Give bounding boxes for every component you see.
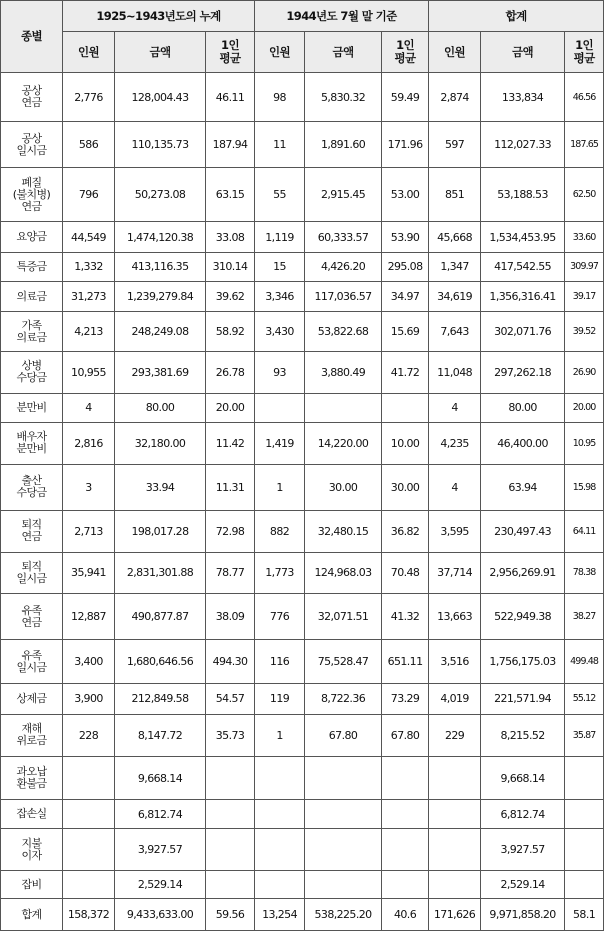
cell-avg bbox=[206, 871, 255, 899]
table-row bbox=[1, 684, 604, 714]
category-cell: 공상 일시금 bbox=[1, 122, 63, 168]
cell-count: 1,773 bbox=[255, 552, 305, 594]
cell-count: 2,713 bbox=[63, 510, 115, 552]
cell-amount: 110,135.73 bbox=[115, 122, 206, 168]
cell-avg: 20.00 bbox=[206, 393, 255, 422]
cell-count: 3,516 bbox=[429, 640, 481, 684]
cell-amount: 32,071.51 bbox=[305, 594, 382, 640]
cell-count: 1,419 bbox=[255, 423, 305, 465]
cell-count: 3,900 bbox=[63, 684, 115, 714]
cell-count: 228 bbox=[63, 714, 115, 757]
category-cell: 의료금 bbox=[1, 281, 63, 311]
category-cell: 가족 의료금 bbox=[1, 312, 63, 352]
category-cell: 분만비 bbox=[1, 393, 63, 422]
cell-count: 597 bbox=[429, 122, 481, 168]
cell-avg: 187.94 bbox=[206, 122, 255, 168]
table-row bbox=[1, 423, 604, 465]
cell-avg: 67.80 bbox=[382, 714, 429, 757]
cell-count: 4,213 bbox=[63, 312, 115, 352]
total-row bbox=[1, 899, 604, 931]
cell-amount: 133,834 bbox=[481, 73, 565, 122]
cell-amount: 8,147.72 bbox=[115, 714, 206, 757]
cell-avg bbox=[565, 800, 604, 829]
cell-count: 13,254 bbox=[255, 899, 305, 931]
cell-amount: 67.80 bbox=[305, 714, 382, 757]
table-row bbox=[1, 800, 604, 829]
cell-avg: 53.00 bbox=[382, 168, 429, 222]
cell-avg: 36.82 bbox=[382, 510, 429, 552]
cell-avg: 10.95 bbox=[565, 423, 604, 465]
subheader-avg: 1인 평균 bbox=[382, 32, 429, 73]
cell-avg: 55.12 bbox=[565, 684, 604, 714]
cell-count bbox=[63, 757, 115, 800]
cell-amount: 3,927.57 bbox=[115, 829, 206, 871]
cell-avg: 38.27 bbox=[565, 594, 604, 640]
category-cell: 유족 연금 bbox=[1, 594, 63, 640]
cell-avg: 63.15 bbox=[206, 168, 255, 222]
cell-avg bbox=[206, 757, 255, 800]
cell-count: 851 bbox=[429, 168, 481, 222]
cell-amount: 248,249.08 bbox=[115, 312, 206, 352]
cell-count: 3,595 bbox=[429, 510, 481, 552]
cell-amount: 30.00 bbox=[305, 464, 382, 510]
table-row bbox=[1, 552, 604, 594]
subheader-count: 인원 bbox=[255, 32, 305, 73]
cell-count: 3,346 bbox=[255, 281, 305, 311]
cell-amount: 413,116.35 bbox=[115, 252, 206, 281]
cell-count: 34,619 bbox=[429, 281, 481, 311]
cell-count: 11 bbox=[255, 122, 305, 168]
cell-amount: 3,880.49 bbox=[305, 351, 382, 393]
cell-amount: 417,542.55 bbox=[481, 252, 565, 281]
category-cell: 퇴직 연금 bbox=[1, 510, 63, 552]
cell-amount: 32,180.00 bbox=[115, 423, 206, 465]
cell-amount: 60,333.57 bbox=[305, 222, 382, 252]
cell-count bbox=[429, 829, 481, 871]
table-row bbox=[1, 312, 604, 352]
cell-amount: 1,756,175.03 bbox=[481, 640, 565, 684]
cell-count: 44,549 bbox=[63, 222, 115, 252]
cell-count: 4,235 bbox=[429, 423, 481, 465]
cell-avg: 70.48 bbox=[382, 552, 429, 594]
category-header: 종별 bbox=[1, 1, 63, 73]
cell-amount: 1,680,646.56 bbox=[115, 640, 206, 684]
category-cell: 특증금 bbox=[1, 252, 63, 281]
table-row bbox=[1, 871, 604, 899]
cell-count: 2,874 bbox=[429, 73, 481, 122]
cell-amount: 9,668.14 bbox=[115, 757, 206, 800]
cell-avg: 39.52 bbox=[565, 312, 604, 352]
table-row bbox=[1, 351, 604, 393]
table-row bbox=[1, 122, 604, 168]
cell-count: 1 bbox=[255, 464, 305, 510]
cell-avg: 54.57 bbox=[206, 684, 255, 714]
table-body bbox=[1, 73, 604, 931]
table-row bbox=[1, 252, 604, 281]
category-cell: 공상 연금 bbox=[1, 73, 63, 122]
cell-count: 116 bbox=[255, 640, 305, 684]
cell-avg: 11.31 bbox=[206, 464, 255, 510]
cell-count: 4 bbox=[63, 393, 115, 422]
cell-avg: 62.50 bbox=[565, 168, 604, 222]
cell-count: 3 bbox=[63, 464, 115, 510]
group-header-1944: 1944년도 7월 말 기준 bbox=[255, 1, 429, 32]
subheader-amount: 금액 bbox=[115, 32, 206, 73]
cell-avg: 30.00 bbox=[382, 464, 429, 510]
cell-amount: 5,830.32 bbox=[305, 73, 382, 122]
cell-amount: 112,027.33 bbox=[481, 122, 565, 168]
cell-amount: 124,968.03 bbox=[305, 552, 382, 594]
cell-amount: 46,400.00 bbox=[481, 423, 565, 465]
cell-count: 4 bbox=[429, 464, 481, 510]
cell-count: 882 bbox=[255, 510, 305, 552]
cell-count: 2,816 bbox=[63, 423, 115, 465]
category-cell: 유족 일시금 bbox=[1, 640, 63, 684]
cell-count: 98 bbox=[255, 73, 305, 122]
cell-amount: 32,480.15 bbox=[305, 510, 382, 552]
cell-avg: 59.49 bbox=[382, 73, 429, 122]
cell-count: 13,663 bbox=[429, 594, 481, 640]
table-row bbox=[1, 73, 604, 122]
cell-avg: 41.72 bbox=[382, 351, 429, 393]
cell-amount: 14,220.00 bbox=[305, 423, 382, 465]
cell-amount: 2,831,301.88 bbox=[115, 552, 206, 594]
cell-amount: 53,822.68 bbox=[305, 312, 382, 352]
cell-amount bbox=[305, 871, 382, 899]
table-row bbox=[1, 640, 604, 684]
table-row bbox=[1, 757, 604, 800]
cell-count: 1,347 bbox=[429, 252, 481, 281]
table-row bbox=[1, 594, 604, 640]
cell-amount: 1,534,453.95 bbox=[481, 222, 565, 252]
cell-avg: 78.38 bbox=[565, 552, 604, 594]
cell-amount: 198,017.28 bbox=[115, 510, 206, 552]
cell-avg: 494.30 bbox=[206, 640, 255, 684]
category-cell: 재해 위로금 bbox=[1, 714, 63, 757]
category-cell: 출산 수당금 bbox=[1, 464, 63, 510]
cell-count: 12,887 bbox=[63, 594, 115, 640]
cell-amount: 522,949.38 bbox=[481, 594, 565, 640]
cell-count: 1,119 bbox=[255, 222, 305, 252]
table-row bbox=[1, 829, 604, 871]
category-cell: 지불 이자 bbox=[1, 829, 63, 871]
category-cell: 상병 수당금 bbox=[1, 351, 63, 393]
table-row bbox=[1, 281, 604, 311]
subheader-count: 인원 bbox=[429, 32, 481, 73]
cell-amount: 490,877.87 bbox=[115, 594, 206, 640]
cell-amount: 6,812.74 bbox=[481, 800, 565, 829]
cell-amount: 50,273.08 bbox=[115, 168, 206, 222]
cell-amount bbox=[305, 393, 382, 422]
cell-count: 1,332 bbox=[63, 252, 115, 281]
table-row bbox=[1, 510, 604, 552]
cell-avg: 46.11 bbox=[206, 73, 255, 122]
cell-amount: 293,381.69 bbox=[115, 351, 206, 393]
category-cell: 잡손실 bbox=[1, 800, 63, 829]
cell-avg bbox=[382, 829, 429, 871]
cell-count: 3,430 bbox=[255, 312, 305, 352]
cell-amount: 128,004.43 bbox=[115, 73, 206, 122]
cell-amount: 53,188.53 bbox=[481, 168, 565, 222]
cell-count: 37,714 bbox=[429, 552, 481, 594]
category-cell: 상제금 bbox=[1, 684, 63, 714]
table-row bbox=[1, 168, 604, 222]
cell-count bbox=[429, 871, 481, 899]
cell-count bbox=[255, 800, 305, 829]
cell-avg bbox=[565, 757, 604, 800]
cell-avg: 35.73 bbox=[206, 714, 255, 757]
subheader-count: 인원 bbox=[63, 32, 115, 73]
cell-count bbox=[255, 871, 305, 899]
cell-amount: 2,956,269.91 bbox=[481, 552, 565, 594]
subheader-amount: 금액 bbox=[305, 32, 382, 73]
cell-avg: 171.96 bbox=[382, 122, 429, 168]
cell-avg: 58.92 bbox=[206, 312, 255, 352]
cell-avg: 20.00 bbox=[565, 393, 604, 422]
cell-avg: 53.90 bbox=[382, 222, 429, 252]
cell-amount: 4,426.20 bbox=[305, 252, 382, 281]
cell-avg: 187.65 bbox=[565, 122, 604, 168]
cell-count: 15 bbox=[255, 252, 305, 281]
cell-amount: 9,668.14 bbox=[481, 757, 565, 800]
cell-count: 4 bbox=[429, 393, 481, 422]
cell-count: 171,626 bbox=[429, 899, 481, 931]
cell-amount: 2,529.14 bbox=[481, 871, 565, 899]
cell-avg: 41.32 bbox=[382, 594, 429, 640]
cell-amount: 1,239,279.84 bbox=[115, 281, 206, 311]
cell-count: 93 bbox=[255, 351, 305, 393]
cell-count: 11,048 bbox=[429, 351, 481, 393]
cell-avg bbox=[206, 829, 255, 871]
cell-avg: 309.97 bbox=[565, 252, 604, 281]
cell-amount: 297,262.18 bbox=[481, 351, 565, 393]
cell-avg: 15.98 bbox=[565, 464, 604, 510]
cell-avg: 310.14 bbox=[206, 252, 255, 281]
cell-count: 55 bbox=[255, 168, 305, 222]
cell-avg: 26.78 bbox=[206, 351, 255, 393]
cell-avg: 33.60 bbox=[565, 222, 604, 252]
cell-amount: 33.94 bbox=[115, 464, 206, 510]
subheader-amount: 금액 bbox=[481, 32, 565, 73]
table-row bbox=[1, 393, 604, 422]
cell-count: 45,668 bbox=[429, 222, 481, 252]
cell-amount bbox=[305, 800, 382, 829]
cell-count bbox=[429, 757, 481, 800]
category-cell: 합계 bbox=[1, 899, 63, 931]
cell-count bbox=[429, 800, 481, 829]
cell-avg: 64.11 bbox=[565, 510, 604, 552]
cell-amount: 80.00 bbox=[481, 393, 565, 422]
category-cell: 과오납 환불금 bbox=[1, 757, 63, 800]
cell-amount: 80.00 bbox=[115, 393, 206, 422]
cell-avg: 39.62 bbox=[206, 281, 255, 311]
cell-amount: 1,474,120.38 bbox=[115, 222, 206, 252]
cell-avg: 38.09 bbox=[206, 594, 255, 640]
table-row bbox=[1, 714, 604, 757]
cell-amount: 9,971,858.20 bbox=[481, 899, 565, 931]
table-row bbox=[1, 464, 604, 510]
category-cell: 배우자 분만비 bbox=[1, 423, 63, 465]
cell-avg: 73.29 bbox=[382, 684, 429, 714]
cell-count: 7,643 bbox=[429, 312, 481, 352]
cell-avg: 46.56 bbox=[565, 73, 604, 122]
cell-count: 776 bbox=[255, 594, 305, 640]
cell-count bbox=[63, 871, 115, 899]
cell-count: 796 bbox=[63, 168, 115, 222]
cell-amount: 212,849.58 bbox=[115, 684, 206, 714]
cell-count: 229 bbox=[429, 714, 481, 757]
cell-count: 1 bbox=[255, 714, 305, 757]
cell-amount: 75,528.47 bbox=[305, 640, 382, 684]
cell-avg: 26.90 bbox=[565, 351, 604, 393]
cell-avg: 499.48 bbox=[565, 640, 604, 684]
cell-amount: 63.94 bbox=[481, 464, 565, 510]
cell-avg: 78.77 bbox=[206, 552, 255, 594]
cell-avg bbox=[565, 829, 604, 871]
cell-amount: 1,891.60 bbox=[305, 122, 382, 168]
cell-avg bbox=[382, 800, 429, 829]
cell-avg bbox=[382, 393, 429, 422]
header-row-subcolumns bbox=[1, 32, 604, 73]
cell-avg: 11.42 bbox=[206, 423, 255, 465]
category-cell: 폐질 (불치병) 연금 bbox=[1, 168, 63, 222]
cell-amount: 117,036.57 bbox=[305, 281, 382, 311]
cell-avg: 58.1 bbox=[565, 899, 604, 931]
cell-count bbox=[255, 757, 305, 800]
cell-avg bbox=[382, 871, 429, 899]
cell-avg: 39.17 bbox=[565, 281, 604, 311]
cell-amount: 302,071.76 bbox=[481, 312, 565, 352]
category-cell: 잡비 bbox=[1, 871, 63, 899]
cell-amount: 9,433,633.00 bbox=[115, 899, 206, 931]
cell-amount: 8,722.36 bbox=[305, 684, 382, 714]
cell-count bbox=[255, 829, 305, 871]
cell-count: 10,955 bbox=[63, 351, 115, 393]
cell-avg: 59.56 bbox=[206, 899, 255, 931]
cell-amount bbox=[305, 829, 382, 871]
table-row bbox=[1, 222, 604, 252]
cell-avg: 34.97 bbox=[382, 281, 429, 311]
group-header-total: 합계 bbox=[429, 1, 604, 32]
cell-amount: 6,812.74 bbox=[115, 800, 206, 829]
category-cell: 요양금 bbox=[1, 222, 63, 252]
cell-amount: 3,927.57 bbox=[481, 829, 565, 871]
cell-avg: 295.08 bbox=[382, 252, 429, 281]
cell-avg bbox=[206, 800, 255, 829]
cell-amount bbox=[305, 757, 382, 800]
cell-count bbox=[63, 829, 115, 871]
header-row-groups bbox=[1, 1, 604, 32]
cell-count: 3,400 bbox=[63, 640, 115, 684]
cell-avg: 72.98 bbox=[206, 510, 255, 552]
cell-count: 158,372 bbox=[63, 899, 115, 931]
group-header-cumulative: 1925~1943년도의 누계 bbox=[63, 1, 255, 32]
cell-amount: 2,915.45 bbox=[305, 168, 382, 222]
cell-avg: 33.08 bbox=[206, 222, 255, 252]
cell-count bbox=[63, 800, 115, 829]
cell-avg: 651.11 bbox=[382, 640, 429, 684]
category-cell: 퇴직 일시금 bbox=[1, 552, 63, 594]
cell-avg: 35.87 bbox=[565, 714, 604, 757]
cell-amount: 230,497.43 bbox=[481, 510, 565, 552]
cell-avg bbox=[565, 871, 604, 899]
subheader-avg: 1인 평균 bbox=[565, 32, 604, 73]
cell-amount: 8,215.52 bbox=[481, 714, 565, 757]
cell-avg bbox=[382, 757, 429, 800]
cell-avg: 10.00 bbox=[382, 423, 429, 465]
cell-count: 35,941 bbox=[63, 552, 115, 594]
cell-count: 31,273 bbox=[63, 281, 115, 311]
cell-amount: 221,571.94 bbox=[481, 684, 565, 714]
cell-count: 4,019 bbox=[429, 684, 481, 714]
cell-count: 2,776 bbox=[63, 73, 115, 122]
cell-amount: 2,529.14 bbox=[115, 871, 206, 899]
cell-count bbox=[255, 393, 305, 422]
cell-avg: 40.6 bbox=[382, 899, 429, 931]
cell-amount: 1,356,316.41 bbox=[481, 281, 565, 311]
cell-avg: 15.69 bbox=[382, 312, 429, 352]
cell-count: 119 bbox=[255, 684, 305, 714]
cell-count: 586 bbox=[63, 122, 115, 168]
cell-amount: 538,225.20 bbox=[305, 899, 382, 931]
subheader-avg: 1인 평균 bbox=[206, 32, 255, 73]
